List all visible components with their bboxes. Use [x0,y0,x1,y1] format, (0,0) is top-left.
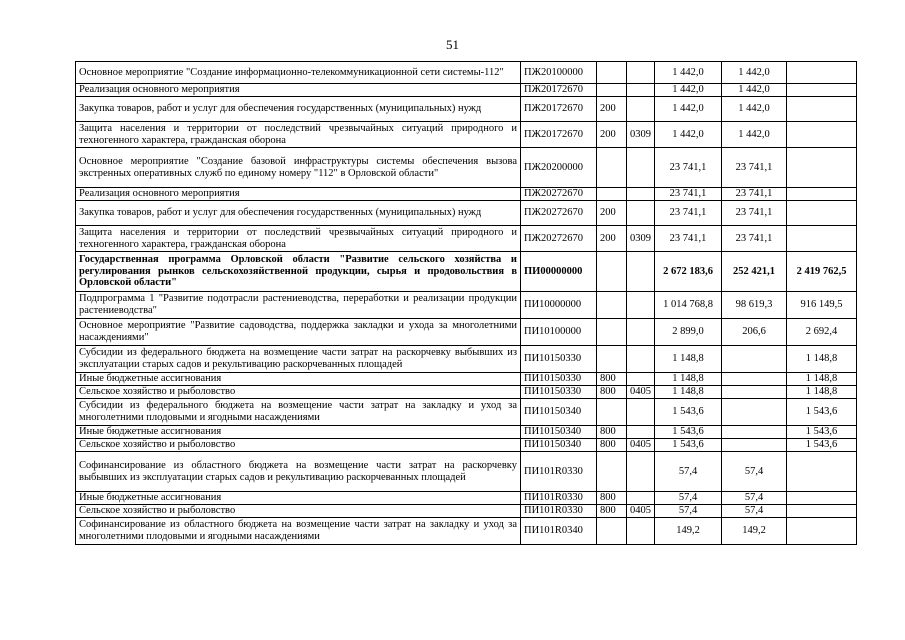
section-code: 0405 [627,439,655,452]
section-code [627,84,655,97]
expense-type-code: 800 [597,373,627,386]
budget-table [75,61,857,545]
section-code [627,373,655,386]
row-description: Софинансирование из областного бюджета на возмещение части затрат на раскорчевку выбывших из эксплуатации старых садов и рекультивацию раскорчеванных площадей [76,452,521,492]
target-article-code: ПЖ20272670 [521,226,597,252]
amount-regional [787,84,857,97]
table-row [76,319,857,346]
row-description: Закупка товаров, работ и услуг для обеспечения государственных (муниципальных) нужд [76,201,521,226]
expense-type-code [597,518,627,545]
amount-federal: 23 741,1 [722,188,787,201]
expense-type-code [597,452,627,492]
row-description: Сельское хозяйство и рыболовство [76,386,521,399]
section-code [627,518,655,545]
expense-type-code: 800 [597,505,627,518]
row-description: Защита населения и территории от последствий чрезвычайных ситуаций природного и техногенного характера, гражданская оборона [76,226,521,252]
amount-federal: 57,4 [722,505,787,518]
table-row [76,201,857,226]
section-code [627,452,655,492]
amount-federal [722,386,787,399]
section-code: 0309 [627,226,655,252]
table-row [76,452,857,492]
expense-type-code [597,252,627,292]
expense-type-code [597,292,627,319]
table-row [76,399,857,426]
target-article-code: ПЖ20100000 [521,62,597,84]
table-row [76,518,857,545]
row-description: Иные бюджетные ассигнования [76,426,521,439]
table-row [76,226,857,252]
target-article-code: ПЖ20172670 [521,84,597,97]
amount-regional: 916 149,5 [787,292,857,319]
amount-regional [787,201,857,226]
target-article-code: ПИ00000000 [521,252,597,292]
expense-type-code: 200 [597,226,627,252]
amount-regional [787,518,857,545]
section-code [627,399,655,426]
table-row [76,84,857,97]
row-description: Реализация основного мероприятия [76,188,521,201]
amount-regional [787,492,857,505]
table-row [76,148,857,188]
section-code [627,292,655,319]
row-description: Основное мероприятие "Развитие садоводства, поддержка закладки и ухода за многолетними насаждениями" [76,319,521,346]
row-description: Субсидии из федерального бюджета на возмещение части затрат на закладку и уход за многолетними плодовыми и ягодными насаждениями [76,399,521,426]
table-row [76,122,857,148]
row-description: Иные бюджетные ассигнования [76,492,521,505]
amount-federal: 57,4 [722,492,787,505]
target-article-code: ПИ10150340 [521,426,597,439]
section-code [627,252,655,292]
amount-federal [722,373,787,386]
amount-total: 57,4 [655,452,722,492]
amount-federal [722,399,787,426]
target-article-code: ПИ10000000 [521,292,597,319]
section-code: 0405 [627,505,655,518]
amount-federal: 1 442,0 [722,62,787,84]
amount-regional: 1 543,6 [787,399,857,426]
section-code: 0309 [627,122,655,148]
amount-regional: 1 148,8 [787,373,857,386]
amount-total: 1 014 768,8 [655,292,722,319]
amount-total: 23 741,1 [655,201,722,226]
amount-regional [787,452,857,492]
amount-regional: 1 543,6 [787,426,857,439]
amount-regional: 1 148,8 [787,386,857,399]
section-code [627,346,655,373]
amount-federal [722,439,787,452]
expense-type-code: 200 [597,122,627,148]
amount-regional: 1 148,8 [787,346,857,373]
expense-type-code [597,148,627,188]
target-article-code: ПЖ20172670 [521,97,597,122]
amount-total: 1 543,6 [655,426,722,439]
expense-type-code: 200 [597,97,627,122]
row-description: Субсидии из федерального бюджета на возмещение части затрат на раскорчевку выбывших из эксплуатации старых садов и рекультивацию раскорчеванных площадей [76,346,521,373]
amount-total: 23 741,1 [655,148,722,188]
amount-federal [722,346,787,373]
table-row [76,292,857,319]
table-row [76,505,857,518]
amount-total: 57,4 [655,492,722,505]
amount-total: 1 442,0 [655,122,722,148]
amount-total: 1 148,8 [655,346,722,373]
amount-federal: 23 741,1 [722,226,787,252]
section-code [627,97,655,122]
amount-regional [787,62,857,84]
expense-type-code: 800 [597,492,627,505]
section-code [627,319,655,346]
target-article-code: ПЖ20272670 [521,201,597,226]
target-article-code: ПИ10150330 [521,346,597,373]
amount-regional [787,226,857,252]
expense-type-code [597,319,627,346]
target-article-code: ПИ101R0340 [521,518,597,545]
target-article-code: ПИ10100000 [521,319,597,346]
amount-total: 23 741,1 [655,226,722,252]
table-row [76,252,857,292]
page-number: 51 [446,37,459,52]
amount-regional: 2 692,4 [787,319,857,346]
target-article-code: ПИ101R0330 [521,492,597,505]
target-article-code: ПИ101R0330 [521,505,597,518]
row-description: Сельское хозяйство и рыболовство [76,505,521,518]
table-row [76,386,857,399]
row-description: Основное мероприятие "Создание базовой инфраструктуры системы обеспечения вызова экстренных оперативных служб по единому номеру "112" в Орловской области" [76,148,521,188]
section-code [627,62,655,84]
budget-table-body [76,62,857,545]
amount-total: 1 442,0 [655,62,722,84]
target-article-code: ПИ10150340 [521,439,597,452]
expense-type-code: 800 [597,426,627,439]
table-row [76,62,857,84]
target-article-code: ПЖ20200000 [521,148,597,188]
target-article-code: ПЖ20172670 [521,122,597,148]
section-code [627,201,655,226]
target-article-code: ПИ10150330 [521,373,597,386]
amount-regional [787,188,857,201]
expense-type-code [597,346,627,373]
section-code [627,148,655,188]
amount-regional: 2 419 762,5 [787,252,857,292]
row-description: Сельское хозяйство и рыболовство [76,439,521,452]
amount-total: 1 543,6 [655,399,722,426]
target-article-code: ПЖ20272670 [521,188,597,201]
amount-total: 1 442,0 [655,84,722,97]
table-row [76,346,857,373]
target-article-code: ПИ10150330 [521,386,597,399]
amount-total: 2 672 183,6 [655,252,722,292]
expense-type-code [597,399,627,426]
amount-federal: 23 741,1 [722,201,787,226]
amount-total: 23 741,1 [655,188,722,201]
amount-regional [787,148,857,188]
expense-type-code: 800 [597,439,627,452]
section-code [627,188,655,201]
amount-federal: 23 741,1 [722,148,787,188]
table-row [76,188,857,201]
amount-federal [722,426,787,439]
row-description: Защита населения и территории от последствий чрезвычайных ситуаций природного и техногенного характера, гражданская оборона [76,122,521,148]
amount-total: 2 899,0 [655,319,722,346]
expense-type-code [597,84,627,97]
section-code [627,426,655,439]
amount-federal: 1 442,0 [722,97,787,122]
target-article-code: ПИ101R0330 [521,452,597,492]
expense-type-code: 800 [597,386,627,399]
table-row [76,492,857,505]
amount-total: 1 148,8 [655,386,722,399]
section-code [627,492,655,505]
amount-regional [787,97,857,122]
amount-regional [787,505,857,518]
amount-total: 1 442,0 [655,97,722,122]
amount-federal: 57,4 [722,452,787,492]
amount-federal: 206,6 [722,319,787,346]
amount-federal: 149,2 [722,518,787,545]
expense-type-code [597,62,627,84]
amount-total: 1 148,8 [655,373,722,386]
amount-total: 1 543,6 [655,439,722,452]
expense-type-code [597,188,627,201]
amount-total: 57,4 [655,505,722,518]
row-description: Закупка товаров, работ и услуг для обеспечения государственных (муниципальных) нужд [76,97,521,122]
expense-type-code: 200 [597,201,627,226]
amount-federal: 1 442,0 [722,84,787,97]
amount-federal: 252 421,1 [722,252,787,292]
table-row [76,439,857,452]
target-article-code: ПИ10150340 [521,399,597,426]
row-description: Государственная программа Орловской области "Развитие сельского хозяйства и регулирования рынков сельскохозяйственной продукции, сырья и продовольствия в Орловской области" [76,252,521,292]
table-row [76,426,857,439]
row-description: Подпрограмма 1 "Развитие подотрасли растениеводства, переработки и реализации продукции растениеводства" [76,292,521,319]
table-row [76,373,857,386]
amount-total: 149,2 [655,518,722,545]
row-description: Основное мероприятие "Создание информационно-телекоммуникационной сети системы-112" [76,62,521,84]
row-description: Реализация основного мероприятия [76,84,521,97]
amount-regional: 1 543,6 [787,439,857,452]
section-code: 0405 [627,386,655,399]
amount-federal: 1 442,0 [722,122,787,148]
amount-federal: 98 619,3 [722,292,787,319]
row-description: Иные бюджетные ассигнования [76,373,521,386]
table-row [76,97,857,122]
amount-regional [787,122,857,148]
row-description: Софинансирование из областного бюджета на возмещение части затрат на закладку и уход за многолетними плодовыми и ягодными насаждениями [76,518,521,545]
